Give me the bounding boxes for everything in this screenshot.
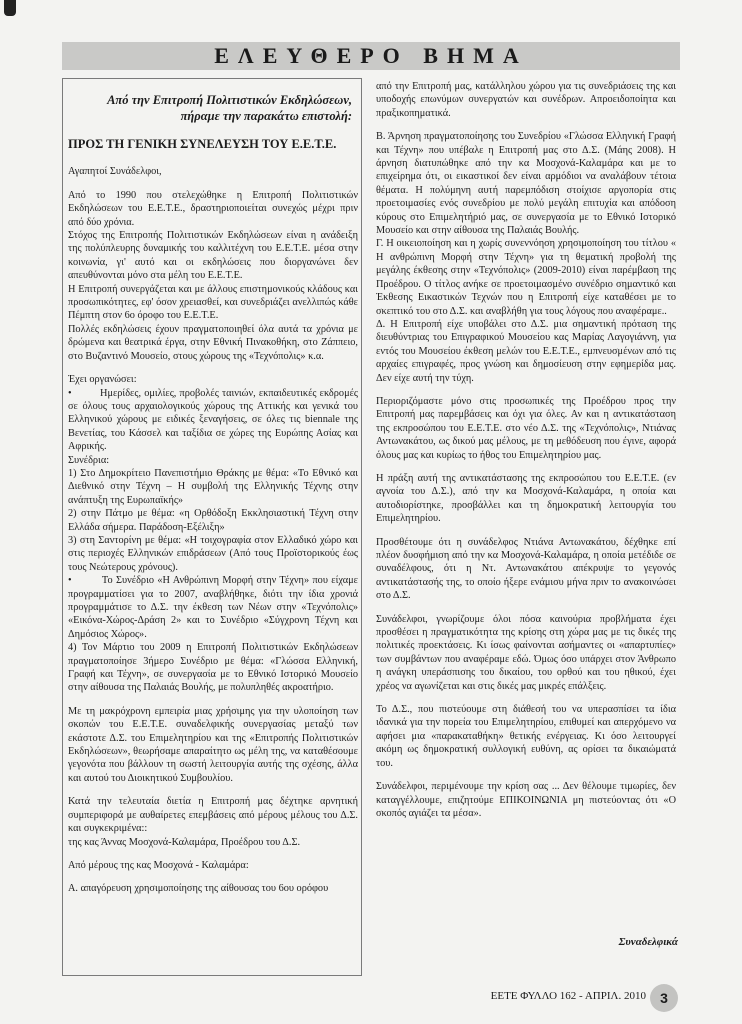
left-paragraph: 2) στην Πάτμο με θέμα: «η Ορθόδοξη Εκκλησιαστική Τέχνη στην Ελλάδα σήμερα. Παράδοση-Εξέλιξη»	[68, 508, 358, 533]
left-paragraph: Α. απαγόρευση χρησιμοποίησης της αίθουσας του 6ου ορόφου	[68, 883, 329, 895]
left-paragraph: Η Επιτροπή συνεργάζεται και με άλλους επιστημονικούς κλάδους και προσωπικότητες, εφ' όσον χρειασθεί, και συνεδριάζει ανελλιπώς κάθε Πέμπτη στον 6ο όροφο του Ε.Ε.Τ.Ε.	[68, 283, 358, 322]
right-paragraph: Η πράξη αυτή της αντικατάστασης της εκπροσώπου του Ε.Ε.Τ.Ε. (εν αγνοία του Δ.Σ.), από την κα Μοσχονά-Καλαμάρα, η οποία και αυτοδιορίστηκε, προσβάλλει και τη δημοκρατική λειτουργία του Επιμελητηρίου.	[376, 472, 676, 525]
issue-footer: ΕΕΤΕ ΦΥΛΛΟ 162 - ΑΠΡΙΛ. 2010	[490, 990, 646, 1002]
greeting: Αγαπητοί Συνάδελφοι,	[68, 166, 162, 178]
right-paragraph: Συνάδελφοι, γνωρίζουμε όλοι πόσα καινούρια προβλήματα έχει προσθέσει η πραγματικότητα της κρίσης στη χώρα μας με τις δικές της πολιτικές προεκτάσεις. Κι ίσως φαίνονται ασήμαντες οι «απαρτυπίες» των συμβάντων που αναφέραμε εδώ. Όμως όσο υπάρχει στον Άνθρωπο η ανάγκη υπεράσπισης του δικαίου, του ορθού και του ηθικού, έχει χρέος να αγωνίζεται και στις δικές μας μικρές επάλξεις.	[376, 613, 676, 692]
page-number-badge	[650, 984, 678, 1012]
left-paragraph: Με τη μακρόχρονη εμπειρία μιας χρήσιμης για την υλοποίηση των σκοπών του Ε.Ε.Τ.Ε. συναδελφικής συνεργασίας μεταξύ των εκάστοτε Δ.Σ. του Επιμελητηρίου και της «Επιτροπής Πολιτιστικών Εκδηλώσεων», θεωρήσαμε απαραίτητο ως μέλη της, να καταθέσουμε γεγονότα που βάλλουν τη σωστή λειτουργία αυτής της σχέσης, άλλα και αυτού του Διοικητικού Συμβουλίου.	[68, 705, 358, 784]
right-paragraph: Περιοριζόμαστε μόνο στις προσωπικές της Προέδρου προς την Επιτροπή μας παρεμβάσεις και όχι για όλες. Αν και η αντικατάσταση της εκπροσώπου του Ε.Ε.Τ.Ε. στο νέο Δ.Σ. της «Τεχνόπολις», Ντιάνας Αντωνακάτου, ως δικού μας μέλους, με τη μεθόδευση που έγινε, αφορά όλους μας και κυρίως το ήθος του Επιμελητηρίου μας.	[376, 395, 676, 461]
left-paragraph: Στόχος της Επιτροπής Πολιτιστικών Εκδηλώσεων είναι η ανάδειξη της πολύπλευρης δυναμικής του καλλιτέχνη του Ε.Ε.Τ.Ε. μέσα στην κοινωνία, γι' αυτό και οι εκδηλώσεις που διοργανώνει δεν απευθύνονται μόνο στα μέλη του Ε.Ε.Τ.Ε.	[68, 230, 358, 282]
left-bullet: • Ημερίδες, ομιλίες, προβολές ταινιών, εκπαιδευτικές εκδρομές σε όλους τους αρχαιολογικούς χώρους της Αττικής και γενικά του Ελληνικού χώρους με ειδικές ξεναγήσεις, σε όλες τις biennale της Βενετίας, του Κάσσελ και ταξίδια σε χώρες της Ευρώπης Ασίας και Αφρικής.	[68, 387, 358, 453]
left-paragraph: Κατά την τελευταία διετία η Επιτροπή μας δέχτηκε αρνητική συμπεριφορά με αυθαίρετες επεμβάσεις από μέρους μέλους του Δ.Σ. και συγκεκριμένα::	[68, 796, 358, 835]
right-column	[376, 80, 676, 955]
left-paragraph: 4) Τον Μάρτιο του 2009 η Επιτροπή Πολιτιστικών Εκδηλώσεων πραγματοποίησε 3ήμερο Συνέδριο με θέμα: «Γλώσσα Ελληνική, Γραφή και Τέχνη», σε συνεργασία με το Εθνικό Ιστορικό Μουσείο στην αίθουσα της Παλαιάς Βουλής, με πολυπληθές ακροατήριο.	[68, 642, 358, 694]
letter-heading: ΠΡΟΣ ΤΗ ΓΕΝΙΚΗ ΣΥΝΕΛΕΥΣΗ ΤΟΥ Ε.Ε.Τ.Ε.	[68, 137, 337, 151]
left-paragraph: Πολλές εκδηλώσεις έχουν πραγματοποιηθεί όλα αυτά τα χρόνια με δρώμενα και θεατρικά έργα, στην Εθνική Πινακοθήκη, στο Ζάππειο, στο Βυζαντινό Μουσείο, στους χώρους της «Τεχνόπολις» κ.α.	[68, 323, 358, 362]
left-column	[68, 92, 358, 974]
intro-line: Από την Επιτροπή Πολιτιστικών Εκδηλώσεων, πήραμε την παρακάτω επιστολή:	[107, 93, 352, 123]
right-paragraph: Προσθέτουμε ότι η συνάδελφος Ντιάνα Αντωνακάτου, δέχθηκε επί πλέον δυσφήμιση από την κα Μοσχονά-Καλαμάρα, η οποία μετέδιδε σε συναδέλφους, ότι η Ντ. Αντωνακάτου απέκρυψε το γεγονός αντικατάστασής της, το οποίο ήξερε ενάμισυ μήνα πριν το ανακοινώσει στο Δ.Σ.	[376, 536, 676, 602]
left-paragraph: 3) στη Σαντορίνη με θέμα: «Η τοιχογραφία στον Ελλαδικό χώρο και στις περιοχές Ελληνικών επιδράσεων (Από τους Προϊστορικούς έως τους Νεώτερους χρόνους).	[68, 534, 358, 573]
left-paragraph: της κας Άννας Μοσχονά-Καλαμάρα, Προέδρου του Δ.Σ.	[68, 836, 301, 848]
right-paragraph: Β. Άρνηση πραγματοποίησης του Συνεδρίου «Γλώσσα Ελληνική Γραφή και Τέχνη» που υπέβαλε η Επιτροπή μας στο Δ.Σ. (Μάης 2008). Η άρνηση διατυπώθηκε από την κα Μοσχονά-Καλαμάρα και με το επιχείρημα ότι, οι εικαστικοί δεν είναι αρμόδιοι να αναλάβουν τέτοια θέματα. Η πολύμηνη αυτή παρεμπόδιση στοίχισε αργοπορία στις προετοιμασίες ενός συνεδρίου με πολύ μεγάλη επιτυχία και απόδοση κύρους στο Επιμελητήριό μας, σε συνεργασία με το Εθνικό Ιστορικό Μουσείο και στην αίθουσα της Παλαιάς Βουλής.	[376, 131, 676, 237]
section-title: ΕΛΕΥΘΕΡΟ ΒΗΜΑ	[214, 43, 528, 68]
page-number: 3	[660, 990, 668, 1006]
left-paragraph: 1) Στο Δημοκρίτειο Πανεπιστήμιο Θράκης με θέμα: «Το Εθνικό και Διεθνικό στην Τέχνη – Η συμβολή της Ελληνικής Τέχνης στην ανάπτυξη της Ευρωπαϊκής»	[68, 467, 358, 506]
left-bullet: • Το Συνέδριο «Η Ανθρώπινη Μορφή στην Τέχνη» που είχαμε προγραμματίσει για το 2007, αναβλήθηκε, διότι την ίδια χρονιά προγραμμάτισε το Δ.Σ. την έκθεση των Νέων στην «Τεχνόπολις» «Εικόνα-Χώρος-Δράση 2» και το Συνέδριο «Σύγχρονη Τέχνη και Δημόσιος Χώρος».	[68, 575, 358, 640]
left-paragraph: Από το 1990 που στελεχώθηκε η Επιτροπή Πολιτιστικών Εκδηλώσεων του Ε.Ε.Τ.Ε., δραστηριοποιείται συνεχώς μέχρι πριν από δύο χρόνια.	[68, 189, 358, 228]
left-paragraph: Από μέρους της κας Μοσχονά - Καλαμάρα:	[68, 859, 249, 871]
scan-mark	[4, 0, 16, 16]
right-paragraph: Γ. Η οικειοποίηση και η χωρίς συνεννόηση χρησιμοποίηση του τίτλου « Η ανθρώπινη Μορφή στην Τέχνη» για τη θεματική προβολή της μεγάλης έκθεσης στην «Τεχνόπολις» (2009-2010) είναι παρέμβαση της Προέδρου. Ο τίτλος ανήκε σε προετοιμασμένο συνέδριο σημαντικό και Έκθεσης Εικαστικών Τεχνών που η Επιτροπή είχε καταθέσει με το σκεπτικό του στο Δ.Σ. και αναβλήθη για τους λόγους που αναφέραμε..	[376, 238, 676, 317]
right-paragraph: Το Δ.Σ., που πιστεύουμε στη διάθεσή του να υπερασπίσει τα ίδια ιδανικά για την πορεία του Επιμελητηρίου, επιθυμεί και απερχόμενο να αφήσει μια «παρακαταθήκη» θετικής ενέργειας. Κι όσο λειτουργεί ακόμη ως δημοκρατική συλλογική ευθύνη, ας ορίσει τα δικαιώματά του.	[376, 704, 676, 769]
right-paragraph: Δ. Η Επιτροπή είχε υποβάλει στο Δ.Σ. μια σημαντική πρόταση της διευθύντριας του Επιγραφικού Μουσείου κας Μαρίας Λαγογιάννη, για εντός του Μουσείου έκθεση μελών του Ε.Ε.Τ.Ε., εμπνευσμένων από τις αρχαίες επιγραφές, προς γνώση και δημοσίευση στην εφημερίδα μας. Δεν είχε αυτή την τύχη.	[376, 318, 676, 384]
right-paragraph: Συνάδελφοι, περιμένουμε την κρίση σας ... Δεν θέλουμε τιμωρίες, δεν καταγγέλλουμε, επιζητούμε ΕΠΙΚΟΙΝΩΝΙΑ μη πιστεύοντας ότι «Ο σκοπός αγιάζει τα μέσα».	[376, 781, 676, 819]
right-paragraph: από την Επιτροπή μας, κατάλληλου χώρου για τις συνεδριάσεις της και υποδοχής επωνύμων συνεργατών και συνέδρων. Απροειδοποίητα και πραξικοπηματικά.	[376, 81, 676, 119]
section-banner	[62, 42, 680, 70]
left-paragraph: Έχει οργανώσει:	[68, 374, 137, 386]
left-paragraph: Συνέδρια:	[68, 454, 110, 466]
signature: Συναδελφικά	[618, 936, 678, 948]
